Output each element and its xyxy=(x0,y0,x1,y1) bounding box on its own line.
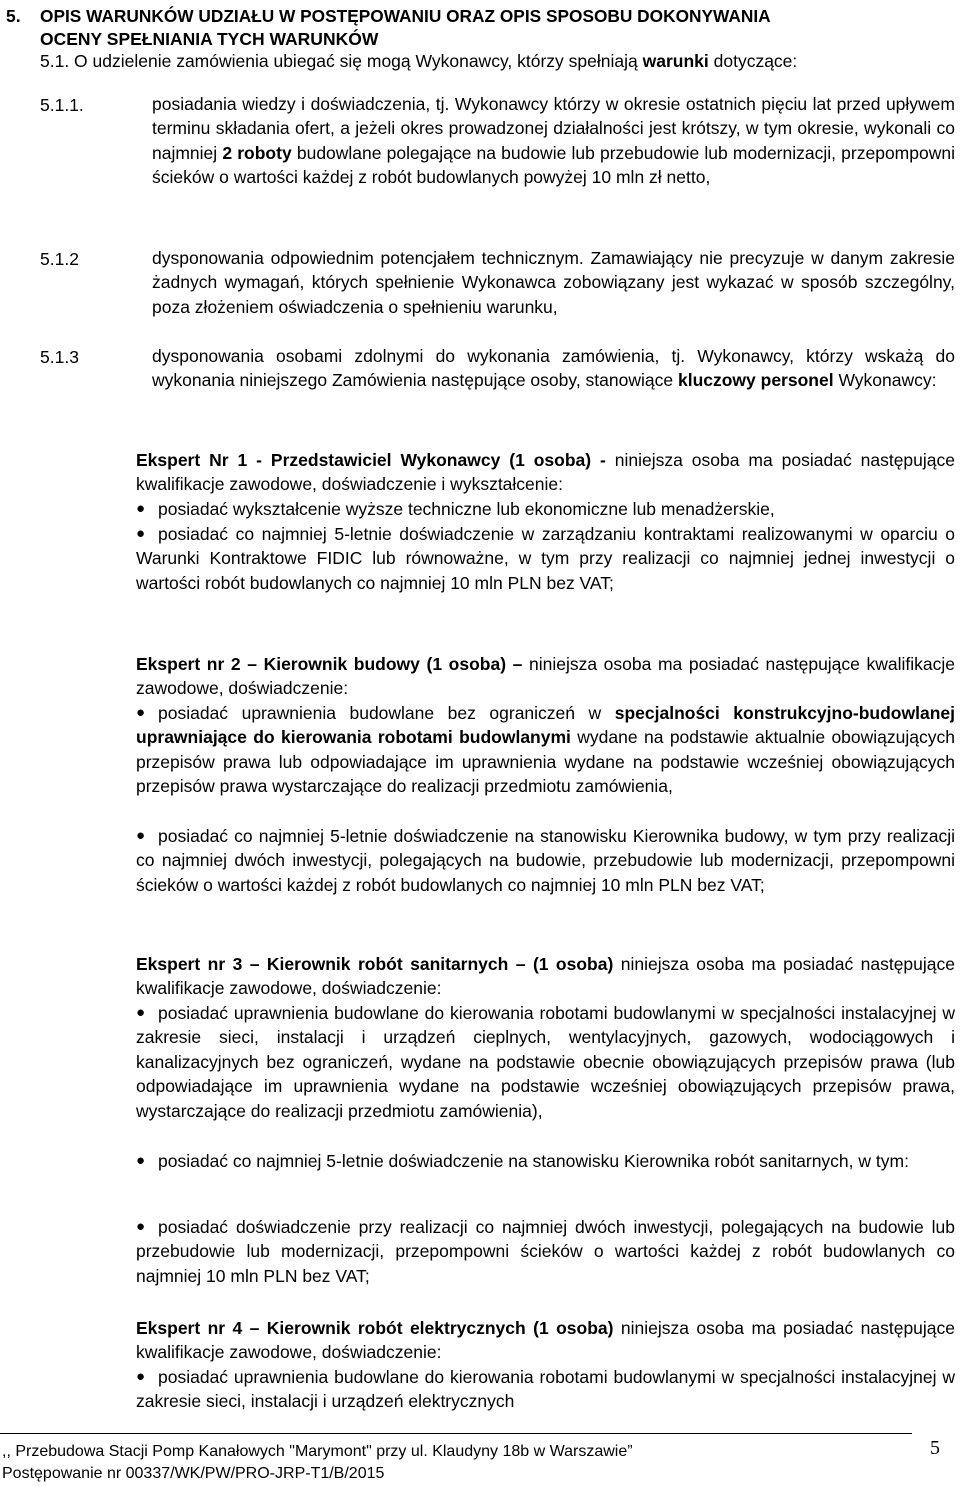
footer-divider xyxy=(0,1433,912,1434)
subsection-intro xyxy=(40,50,797,72)
item-513-text xyxy=(152,344,955,393)
expert-4-intro-text: niniejsza osoba ma posiadać następujące kwalifikacje zawodowe, doświadczenie: xyxy=(136,1318,956,1363)
item-number-511: 5.1.1. xyxy=(40,95,84,115)
expert-1-title: Ekspert Nr 1 - Przedstawiciel Wykonawcy (1 osoba) - xyxy=(136,450,606,470)
item-511-text xyxy=(152,92,955,190)
page-number: 5 xyxy=(930,1437,940,1459)
item-513-text-c: Wykonawcy: xyxy=(833,370,937,391)
expert-3-requirement-3: posiadać doświadczenie przy realizacji co najmniej dwóch inwestycji, polegających na budowie lub przebudowie lub modernizacji, przepompowni ścieków o wartości każdej z robót budowlanych co najmniej 10 mln PLN bez VAT; xyxy=(136,1217,955,1286)
item-number-513: 5.1.3 xyxy=(40,347,79,367)
bullet-icon: ● xyxy=(136,704,146,721)
subsection-intro-bold: warunki xyxy=(642,51,709,71)
item-number-512: 5.1.2 xyxy=(40,249,79,269)
expert-1-intro xyxy=(136,448,955,497)
expert-3-requirement-2: posiadać co najmniej 5-letnie doświadczenie na stanowisku Kierownika robót sanitarnych, w tym: xyxy=(158,1151,909,1171)
bullet-icon: ● xyxy=(136,500,146,517)
expert-2-requirement-1-bold: specjalności konstrukcyjno-budowlanej uprawniające do kierowania robotami budowlanymi xyxy=(136,703,955,748)
expert-3-title: Ekspert nr 3 – Kierownik robót sanitarnych – (1 osoba) xyxy=(136,954,614,974)
expert-1-intro-text: niniejsza osoba ma posiadać następujące kwalifikacje zawodowe, doświadczenie i wykształcenie: xyxy=(136,450,955,495)
expert-2-intro-text: niniejsza osoba ma posiadać następujące kwalifikacje zawodowe, doświadczenie: xyxy=(136,654,956,699)
bullet-icon: ● xyxy=(136,1218,146,1235)
section-title-line2: OCENY SPEŁNIANIA TYCH WARUNKÓW xyxy=(40,29,379,49)
expert-4-intro xyxy=(136,1316,955,1365)
expert-2-requirement-2: posiadać co najmniej 5-letnie doświadczenie na stanowisku Kierownika budowy, w tym przy realizacji co najmniej dwóch inwestycji, polegających na budowie, przebudowie lub modernizacji, przepompowni ścieków o wartości każdej z robót budowlanych co najmniej 10 mln PLN bez VAT; xyxy=(136,826,955,895)
expert-3-intro-text: niniejsza osoba ma posiadać następujące kwalifikacje zawodowe, doświadczenie: xyxy=(136,954,956,999)
expert-1-requirement-2: posiadać co najmniej 5-letnie doświadczenie w zarządzaniu kontraktami realizowanymi w oparciu o Warunki Kontraktowe FIDIC lub równoważne, w tym przy realizacji co najmniej jednej inwestycji o wartości robót budowlanych co najmniej 10 mln PLN bez VAT; xyxy=(136,524,955,593)
expert-3-requirement-1: posiadać uprawnienia budowlane do kierowania robotami budowlanymi w specjalności instalacyjnej w zakresie sieci, instalacji i urządzeń cieplnych, wentylacyjnych, gazowych, wodociągowych i kanalizacyjnych bez ograniczeń, wydane na podstawie obecnie obowiązujących przepisów prawa (lub odpowiadające im uprawnienia wydane na podstawie wcześniej obowiązujących przepisów prawa, wystarczające do realizacji przedmiotu zamówienia), xyxy=(136,1003,955,1121)
expert-1-requirement-1: posiadać wykształcenie wyższe techniczne lub ekonomiczne lub menadżerskie, xyxy=(158,499,775,519)
expert-3-intro xyxy=(136,952,955,1001)
bullet-icon: ● xyxy=(136,827,146,844)
section-title-line1: OPIS WARUNKÓW UDZIAŁU W POSTĘPOWANIU ORAZ OPIS SPOSOBU DOKONYWANIA xyxy=(40,6,771,26)
expert-2-title: Ekspert nr 2 – Kierownik budowy (1 osoba) – xyxy=(136,654,523,674)
expert-4-title: Ekspert nr 4 – Kierownik robót elektrycznych (1 osoba) xyxy=(136,1318,614,1338)
expert-2-intro xyxy=(136,652,955,701)
item-511-text-a: posiadania wiedzy i doświadczenia, tj. Wykonawcy którzy w okresie ostatnich pięciu lat przed upływem terminu składania ofert, a jeżeli okres prowadzonej działalności jest krótszy, w tym okresie, wykonali co najmniej xyxy=(152,94,955,163)
bullet-icon: ● xyxy=(136,1004,146,1021)
subsection-intro-text: 5.1. O udzielenie zamówienia ubiegać się mogą Wykonawcy, którzy spełniają xyxy=(40,51,643,71)
item-513-bold: kluczowy personel xyxy=(677,370,834,391)
expert-2-requirement-1-a: posiadać uprawnienia budowlane bez ograniczeń w xyxy=(158,703,615,723)
bullet-icon: ● xyxy=(136,1368,146,1385)
subsection-intro-tail: dotyczące: xyxy=(708,51,798,71)
footer-project-title: ,, Przebudowa Stacji Pomp Kanałowych "Marymont" przy ul. Klaudyny 18b w Warszawie” xyxy=(2,1443,633,1460)
expert-2-requirement-1 xyxy=(136,701,955,799)
bullet-icon: ● xyxy=(136,1152,146,1169)
expert-4-requirement-1: posiadać uprawnienia budowlane do kierowania robotami budowlanymi w specjalności instalacyjnej w zakresie sieci, instalacji i urządzeń elektrycznych xyxy=(136,1367,955,1412)
item-511-bold: 2 roboty xyxy=(222,142,292,163)
item-511-text-c: budowlane polegające na budowie lub przebudowie lub modernizacji, przepompowni ścieków o wartości każdej z robót budowlanych powyżej 10 mln zł netto, xyxy=(152,142,955,188)
footer-procedure-number: Postępowanie nr 00337/WK/PW/PRO-JRP-T1/B/2015 xyxy=(2,1465,385,1482)
item-513-text-a: dysponowania osobami zdolnymi do wykonania zamówienia, tj. Wykonawcy, którzy wskażą do wykonania niniejszego Zamówienia następujące osoby, stanowiące xyxy=(152,346,955,391)
bullet-icon: ● xyxy=(136,525,146,542)
expert-2-requirement-1-c: wydane na podstawie aktualnie obowiązujących przepisów prawa lub odpowiadające im uprawnienia wydane na podstawie wcześniej obowiązujących przepisów prawa wystarczające do realizacji przedmiotu zamówienia, xyxy=(136,727,955,797)
section-number: 5. xyxy=(6,6,21,26)
item-512-text: dysponowania odpowiednim potencjałem technicznym. Zamawiający nie precyzuje w danym zakresie żadnych wymagań, których spełnienie Wykonawca zobowiązany jest wykazać w sposób szczególny, poza złożeniem oświadczenia o spełnieniu warunku, xyxy=(152,248,955,317)
